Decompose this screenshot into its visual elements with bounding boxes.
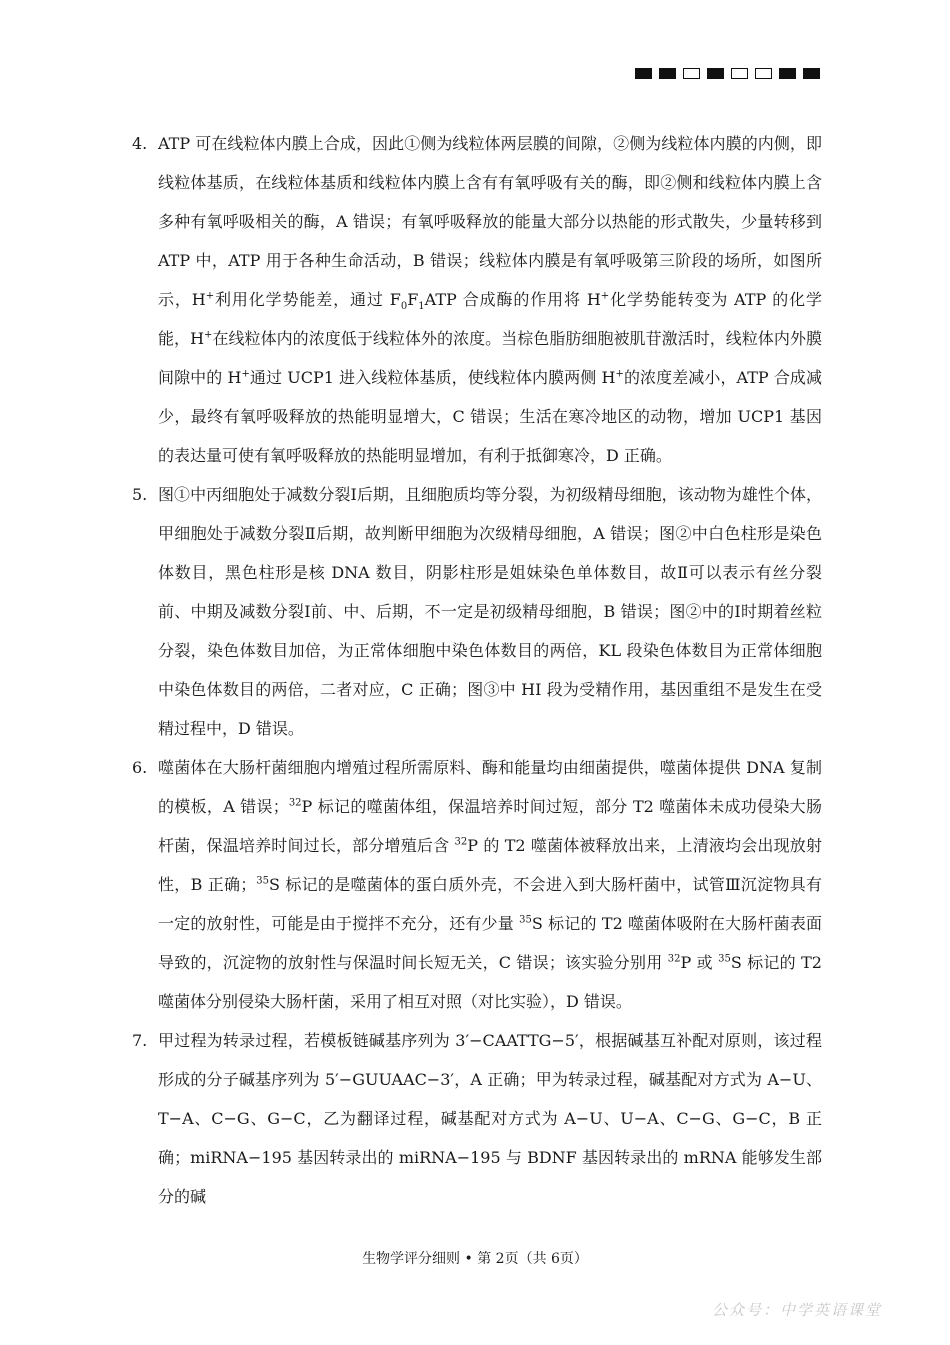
superscript: + bbox=[241, 368, 250, 380]
header-mark-empty bbox=[731, 68, 748, 79]
item-text bbox=[158, 748, 822, 1021]
superscript: 32 bbox=[288, 797, 302, 809]
subscript: 1 bbox=[418, 301, 425, 313]
answer-item bbox=[132, 1021, 822, 1216]
item-number: 5. bbox=[132, 485, 148, 504]
answer-item bbox=[132, 748, 822, 1021]
item-number: 7. bbox=[132, 1031, 148, 1050]
answer-content bbox=[132, 124, 822, 1216]
superscript: + bbox=[204, 329, 213, 341]
item-text bbox=[158, 124, 822, 475]
item-text bbox=[158, 475, 822, 748]
header-mark-empty bbox=[755, 68, 772, 79]
header-marks bbox=[635, 68, 820, 79]
text-run: ATP 合成酶的作用将 H bbox=[424, 290, 601, 309]
header-mark-empty bbox=[683, 68, 700, 79]
item-text bbox=[158, 1021, 822, 1216]
text-run: P 标记的噬菌体组，保温培养时间过短，部分 T2 噬菌体未成功侵染大肠杆菌，保温培养时间过长，部分增殖后含 bbox=[158, 797, 822, 855]
text-run: P 的 T2 噬菌体被释放出来，上清液均会出现放射性，B 正确； bbox=[158, 836, 822, 894]
page-footer: 生物学评分细则 • 第 2页（共 6页） bbox=[362, 1251, 588, 1267]
watermark: 公众号：中学英语课堂 bbox=[711, 1301, 882, 1319]
header-mark-filled bbox=[803, 68, 820, 79]
answer-item bbox=[132, 124, 822, 475]
subscript: 0 bbox=[400, 301, 408, 313]
text-run: 在线粒体内的浓度低于线粒体外的浓度。当棕色脂肪细胞被肌苷激活时，线粒体内外膜间隙中的 H bbox=[158, 329, 822, 387]
text-run: S 标记的 T2 噬菌体吸附在大肠杆菌表面导致的，沉淀物的放射性与保温时间长短无关，C 错误；该实验分别用 bbox=[158, 914, 822, 972]
text-run: 噬菌体在大肠杆菌细胞内增殖过程所需原料、酶和能量均由细菌提供，噬菌体提供 DNA 复制的模板，A 错误； bbox=[158, 758, 822, 816]
text-run: 的浓度差减小，ATP 合成减少，最终有氧呼吸释放的热能明显增大，C 错误；生活在寒冷地区的动物，增加 UCP1 基因的表达量可使有氧呼吸释放的热能明显增加，有利于抵御寒冷，D 正确。 bbox=[158, 368, 822, 465]
header-mark-filled bbox=[707, 68, 724, 79]
text-run: S 标记的是噬菌体的蛋白质外壳，不会进入到大肠杆菌中，试管Ⅲ沉淀物具有一定的放射性，可能是由于搅拌不充分，还有少量 bbox=[158, 875, 822, 933]
item-number: 6. bbox=[132, 758, 148, 777]
text-run: 化学势能转变为 ATP 的化学能，H bbox=[158, 290, 822, 348]
superscript: 32 bbox=[454, 836, 468, 848]
superscript: 35 bbox=[718, 953, 731, 965]
text-run: 通过 UCP1 进入线粒体基质，使线粒体内膜两侧 H bbox=[249, 368, 616, 387]
text-run: F bbox=[407, 290, 419, 309]
text-run: S 标记的 T2 噬菌体分别侵染大肠杆菌，采用了相互对照（对比实验），D 错误。 bbox=[158, 953, 822, 1011]
superscript: + bbox=[205, 290, 215, 302]
item-number: 4. bbox=[132, 134, 148, 153]
text-run: 利用化学势能差，通过 F bbox=[214, 290, 401, 309]
text-run: 甲过程为转录过程，若模板链碱基序列为 3′−CAATTG−5′，根据碱基互补配对原则，该过程形成的分子碱基序列为 5′−GUUAAC−3′，A 正确；甲为转录过程，碱基配对方式为 A−U、T−A、C−G、G−C，乙为翻译过程，碱基配对方式为 A−U、U−A、C−G、G−C，B 正确；miRNA−195 基因转录出的 miRNA−195 与 BDNF 基因转录出的 mRNA 能够发生部分的碱 bbox=[158, 1031, 822, 1206]
superscript: + bbox=[615, 368, 624, 380]
superscript: 32 bbox=[667, 953, 681, 965]
text-run: ATP 可在线粒体内膜上合成，因此①侧为线粒体两层膜的间隙，②侧为线粒体内膜的内侧，即线粒体基质，在线粒体基质和线粒体内膜上含有有氧呼吸有关的酶，即②侧和线粒体内膜上含多种有氧呼吸相关的酶，A 错误；有氧呼吸释放的能量大部分以热能的形式散失，少量转移到 ATP 中，ATP 用于各种生命活动，B 错误；线粒体内膜是有氧呼吸第三阶段的场所，如图所示，H bbox=[158, 134, 822, 309]
answer-item bbox=[132, 475, 822, 748]
header-mark-filled bbox=[635, 68, 652, 79]
text-run: 图①中丙细胞处于减数分裂Ⅰ后期，且细胞质均等分裂，为初级精母细胞，该动物为雄性个体，甲细胞处于减数分裂Ⅱ后期，故判断甲细胞为次级精母细胞，A 错误；图②中白色柱形是染色体数目，黑色柱形是核 DNA 数目，阴影柱形是姐妹染色单体数目，故Ⅱ可以表示有丝分裂前、中期及减数分裂Ⅰ前、中、后期，不一定是初级精母细胞，B 错误；图②中的Ⅰ时期着丝粒分裂，染色体数目加倍，为正常体细胞中染色体数目的两倍，KL 段染色体数目为正常体细胞中染色体数目的两倍，二者对应，C 正确；图③中 HI 段为受精作用，基因重组不是发生在受精过程中，D 错误。 bbox=[158, 485, 822, 738]
superscript: 35 bbox=[519, 914, 532, 926]
superscript: + bbox=[600, 290, 610, 302]
header-mark-filled bbox=[779, 68, 796, 79]
text-run: P 或 bbox=[680, 953, 719, 972]
superscript: 35 bbox=[256, 875, 270, 887]
header-mark-filled bbox=[659, 68, 676, 79]
